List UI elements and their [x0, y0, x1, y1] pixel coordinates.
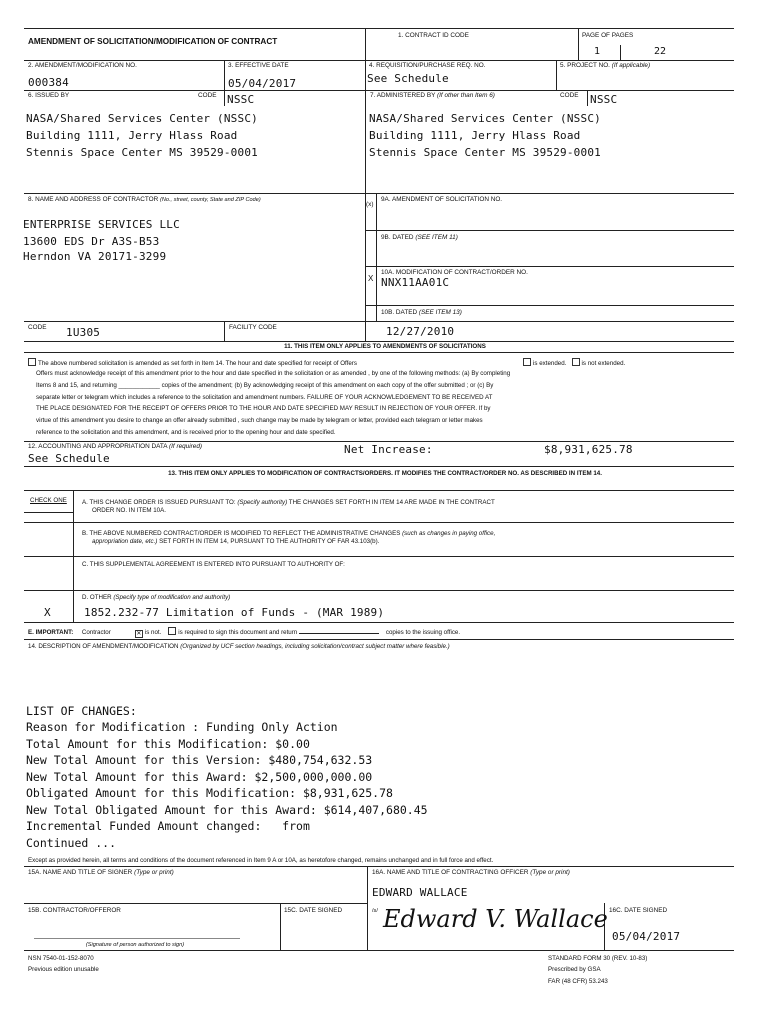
- rule: [24, 556, 734, 557]
- check-one-label: CHECK ONE: [30, 497, 67, 504]
- mod-10a-value: NNX11AA01C: [381, 276, 450, 289]
- net-increase-label: Net Increase:: [344, 443, 433, 456]
- amendment-solicitation-label: 9A. AMENDMENT OF SOLICITATION NO.: [381, 196, 503, 203]
- rule: [24, 28, 734, 29]
- form-title: AMENDMENT OF SOLICITATION/MODIFICATION OF CONTRACT: [28, 37, 278, 46]
- item13d-line: D. OTHER (Specify type of modification and authority): [82, 594, 231, 601]
- officer-signature: Edward V. Wallace: [383, 905, 608, 933]
- rule: [24, 341, 734, 342]
- net-increase-value: $8,931,625.78: [544, 443, 633, 456]
- rule: [620, 45, 621, 60]
- signature-line: [34, 938, 240, 939]
- mod-10a-mark: X: [368, 274, 374, 283]
- item11-line: The above numbered solicitation is amended as set forth in Item 14. The hour and date specified for receipt of Offers: [28, 358, 357, 369]
- not-extended-checkbox[interactable]: [572, 358, 580, 366]
- rule: [24, 466, 734, 467]
- rule: [24, 90, 734, 91]
- contractor-15b-label: 15B. CONTRACTOR/OFFEROR: [28, 907, 121, 914]
- is-not-checkbox[interactable]: ✕: [136, 631, 142, 637]
- accounting-value: See Schedule: [28, 452, 110, 465]
- rule: [24, 522, 734, 523]
- signature-16b-mark: /s/: [372, 908, 378, 914]
- change-line: New Total Obligated Amount for this Award: $614,407,680.45: [26, 803, 428, 817]
- rule: [24, 512, 74, 513]
- contractor-label: 8. NAME AND ADDRESS OF CONTRACTOR (No., street, county, State and ZIP Code): [28, 196, 261, 203]
- administered-by-code: NSSC: [590, 93, 618, 106]
- change-line: Continued ...: [26, 836, 117, 850]
- item11-heading: 11. THIS ITEM ONLY APPLIES TO AMENDMENTS OF SOLICITATIONS: [284, 343, 486, 350]
- item13d-value: 1852.232-77 Limitation of Funds - (MAR 1989): [84, 606, 385, 619]
- rule: [24, 639, 734, 640]
- change-line: Incremental Funded Amount changed: from: [26, 819, 310, 833]
- item11-line: Offers must acknowledge receipt of this amendment prior to the hour and date specified in the solicitation or as amended , by one of the following methods: (a) By completing: [36, 370, 511, 377]
- mod-10a-label: 10A. MODIFICATION OF CONTRACT/ORDER NO.: [381, 269, 528, 276]
- amendment-no: 000384: [28, 76, 69, 89]
- project-no-label: 5. PROJECT NO. (If applicable): [560, 62, 651, 69]
- rule: [367, 866, 368, 950]
- rule: [224, 321, 225, 341]
- contractor-line: ENTERPRISE SERVICES LLC: [23, 218, 180, 231]
- important-row: E. IMPORTANT: Contractor ✕ is not. is required to sign this document and return copies to the issuing office.: [28, 629, 461, 637]
- officer-name: EDWARD WALLACE: [372, 886, 468, 899]
- rule: [365, 266, 734, 267]
- rule: [376, 193, 377, 321]
- contractor-line: Herndon VA 20171-3299: [23, 250, 167, 263]
- rule: [556, 60, 557, 91]
- signature-note: (Signature of person authorized to sign): [85, 942, 185, 948]
- rule: [587, 90, 588, 106]
- rule: [365, 230, 734, 231]
- item11-checkbox[interactable]: [28, 358, 36, 366]
- rule: [365, 305, 734, 306]
- item11-line: Items 8 and 15, and returning ____________ copies of the amendment; (b) By acknowledging receipt of this amendment on each copy of the offer submitted ; or (c) By: [36, 382, 494, 389]
- date-16c-value: 05/04/2017: [612, 930, 681, 943]
- item13a-line: A. THIS CHANGE ORDER IS ISSUED PURSUANT TO: (Specify authority) THE CHANGES SET FORTH IN ITEM 14 ARE MADE IN THE CONTRACT: [82, 499, 495, 506]
- signer-15a-label: 15A. NAME AND TITLE OF SIGNER (Type or print): [28, 869, 174, 876]
- rule: [280, 903, 281, 950]
- administered-by-code-label: CODE: [560, 92, 579, 99]
- administered-by-line: Building 1111, Jerry Hlass Road: [369, 129, 581, 142]
- item11-line: reference to the solicitation and this amendment, and is received prior to the opening hour and date specified.: [36, 429, 336, 436]
- item13-heading: 13. THIS ITEM ONLY APPLIES TO MODIFICATION OF CONTRACTS/ORDERS. IT MODIFIES THE CONTRACT/ORDER NO. AS DESCRIBED IN ITEM 14.: [168, 470, 602, 477]
- requisition-value: See Schedule: [367, 72, 449, 85]
- change-line: New Total Amount for this Award: $2,500,000,000.00: [26, 770, 373, 784]
- contract-id-label: 1. CONTRACT ID CODE: [398, 32, 469, 39]
- officer-16a-label: 16A. NAME AND TITLE OF CONTRACTING OFFICER (Type or print): [372, 869, 570, 876]
- issued-by-code-label: CODE: [198, 92, 217, 99]
- terms-statement: Except as provided herein, all terms and conditions of the document referenced in Item 9 A or 10A, as heretofore changed, remains unchanged and in full force and effect.: [28, 857, 494, 864]
- administered-by-line: NASA/Shared Services Center (NSSC): [369, 112, 601, 125]
- facility-code-label: FACILITY CODE: [229, 324, 277, 331]
- contractor-code: 1U305: [66, 326, 101, 339]
- dated-10b-label: 10B. DATED (SEE ITEM 13): [381, 309, 462, 316]
- rule: [24, 490, 734, 491]
- rule: [24, 352, 734, 353]
- change-line: New Total Amount for this Version: $480,754,632.53: [26, 753, 373, 767]
- issued-by-line: NASA/Shared Services Center (NSSC): [26, 112, 258, 125]
- extended-options: is extended. is not extended.: [523, 358, 625, 369]
- item13b-line2: appropriation date, etc.) SET FORTH IN ITEM 14, PURSUANT TO THE AUTHORITY OF FAR 43.103(b).: [92, 538, 380, 545]
- previous-edition-text: Previous edition unusable: [28, 966, 99, 973]
- page-count: 22: [654, 46, 667, 57]
- date-15c-label: 15C. DATE SIGNED: [284, 907, 343, 914]
- change-line: Total Amount for this Modification: $0.00: [26, 737, 310, 751]
- contractor-code-label: CODE: [28, 324, 47, 331]
- prescribed-text: Prescribed by GSA: [548, 966, 601, 973]
- nsn-text: NSN 7540-01-152-8070: [28, 955, 94, 962]
- rule: [224, 90, 225, 106]
- item11-line: virtue of this amendment you desire to change an offer already submitted , such change may be made by telegram or letter, provided each telegram or letter makes: [36, 417, 483, 424]
- item13b-line: B. THE ABOVE NUMBERED CONTRACT/ORDER IS MODIFIED TO REFLECT THE ADMINISTRATIVE CHANGES (such as changes in paying office,: [82, 530, 496, 537]
- is-required-checkbox[interactable]: [168, 627, 176, 635]
- far-text: FAR (48 CFR) 53.243: [548, 978, 608, 985]
- change-line: Obligated Amount for this Modification: $8,931,625.78: [26, 786, 393, 800]
- rule: [24, 321, 734, 322]
- rule: [24, 866, 734, 867]
- rule: [578, 28, 579, 60]
- amendment-no-label: 2. AMENDMENT/MODIFICATION NO.: [28, 62, 137, 69]
- issued-by-label: 6. ISSUED BY: [28, 92, 70, 99]
- rule: [24, 903, 367, 904]
- item14-label: 14. DESCRIPTION OF AMENDMENT/MODIFICATION (Organized by UCF section headings, including solicitation/contract subject matter where feasible.): [28, 643, 450, 650]
- issued-by-code: NSSC: [227, 93, 255, 106]
- administered-by-line: Stennis Space Center MS 39529-0001: [369, 146, 601, 159]
- change-line: Reason for Modification : Funding Only Action: [26, 720, 338, 734]
- x-column-label: (x): [366, 201, 374, 208]
- page-number: 1: [594, 46, 601, 57]
- effective-date-label: 3. EFFECTIVE DATE: [228, 62, 289, 69]
- rule: [73, 490, 74, 623]
- requisition-label: 4. REQUISITION/PURCHASE REQ. NO.: [369, 62, 486, 69]
- dated-10b-value: 12/27/2010: [386, 325, 455, 338]
- extended-checkbox[interactable]: [523, 358, 531, 366]
- rule: [24, 590, 734, 591]
- date-16c-label: 16C. DATE SIGNED: [609, 907, 668, 914]
- rule: [24, 950, 734, 951]
- item13d-mark: X: [44, 606, 51, 619]
- rule: [24, 193, 734, 194]
- administered-by-label: 7. ADMINISTERED BY (If other than Item 6): [370, 92, 495, 99]
- rule: [24, 60, 734, 61]
- accounting-label: 12. ACCOUNTING AND APPROPRIATION DATA (If required): [28, 443, 203, 450]
- issued-by-line: Building 1111, Jerry Hlass Road: [26, 129, 238, 142]
- dated-9b-label: 9B. DATED (SEE ITEM 11): [381, 234, 458, 241]
- item11-line: separate letter or telegram which includes a reference to the solicitation and amendment numbers. FAILURE OF YOUR ACKNOWLEDGEMENT TO BE RECEIVED AT: [36, 394, 493, 401]
- contractor-line: 13600 EDS Dr A3S-B53: [23, 235, 160, 248]
- rule: [365, 28, 366, 342]
- rule: [224, 60, 225, 91]
- standard-form-text: STANDARD FORM 30 (REV. 10-83): [548, 955, 648, 962]
- issued-by-line: Stennis Space Center MS 39529-0001: [26, 146, 258, 159]
- page-label: PAGE OF PAGES: [582, 32, 634, 39]
- effective-date: 05/04/2017: [228, 77, 297, 90]
- rule: [24, 622, 734, 623]
- item13a-line2: ORDER NO. IN ITEM 10A.: [92, 507, 166, 514]
- change-line: LIST OF CHANGES:: [26, 704, 137, 718]
- item11-line: THE PLACE DESIGNATED FOR THE RECEIPT OF OFFERS PRIOR TO THE HOUR AND DATE SPECIFIED MAY RESULT IN REJECTION OF YOUR OFFER. If by: [36, 405, 491, 412]
- item13c-line: C. THIS SUPPLEMENTAL AGREEMENT IS ENTERED INTO PURSUANT TO AUTHORITY OF:: [82, 561, 345, 568]
